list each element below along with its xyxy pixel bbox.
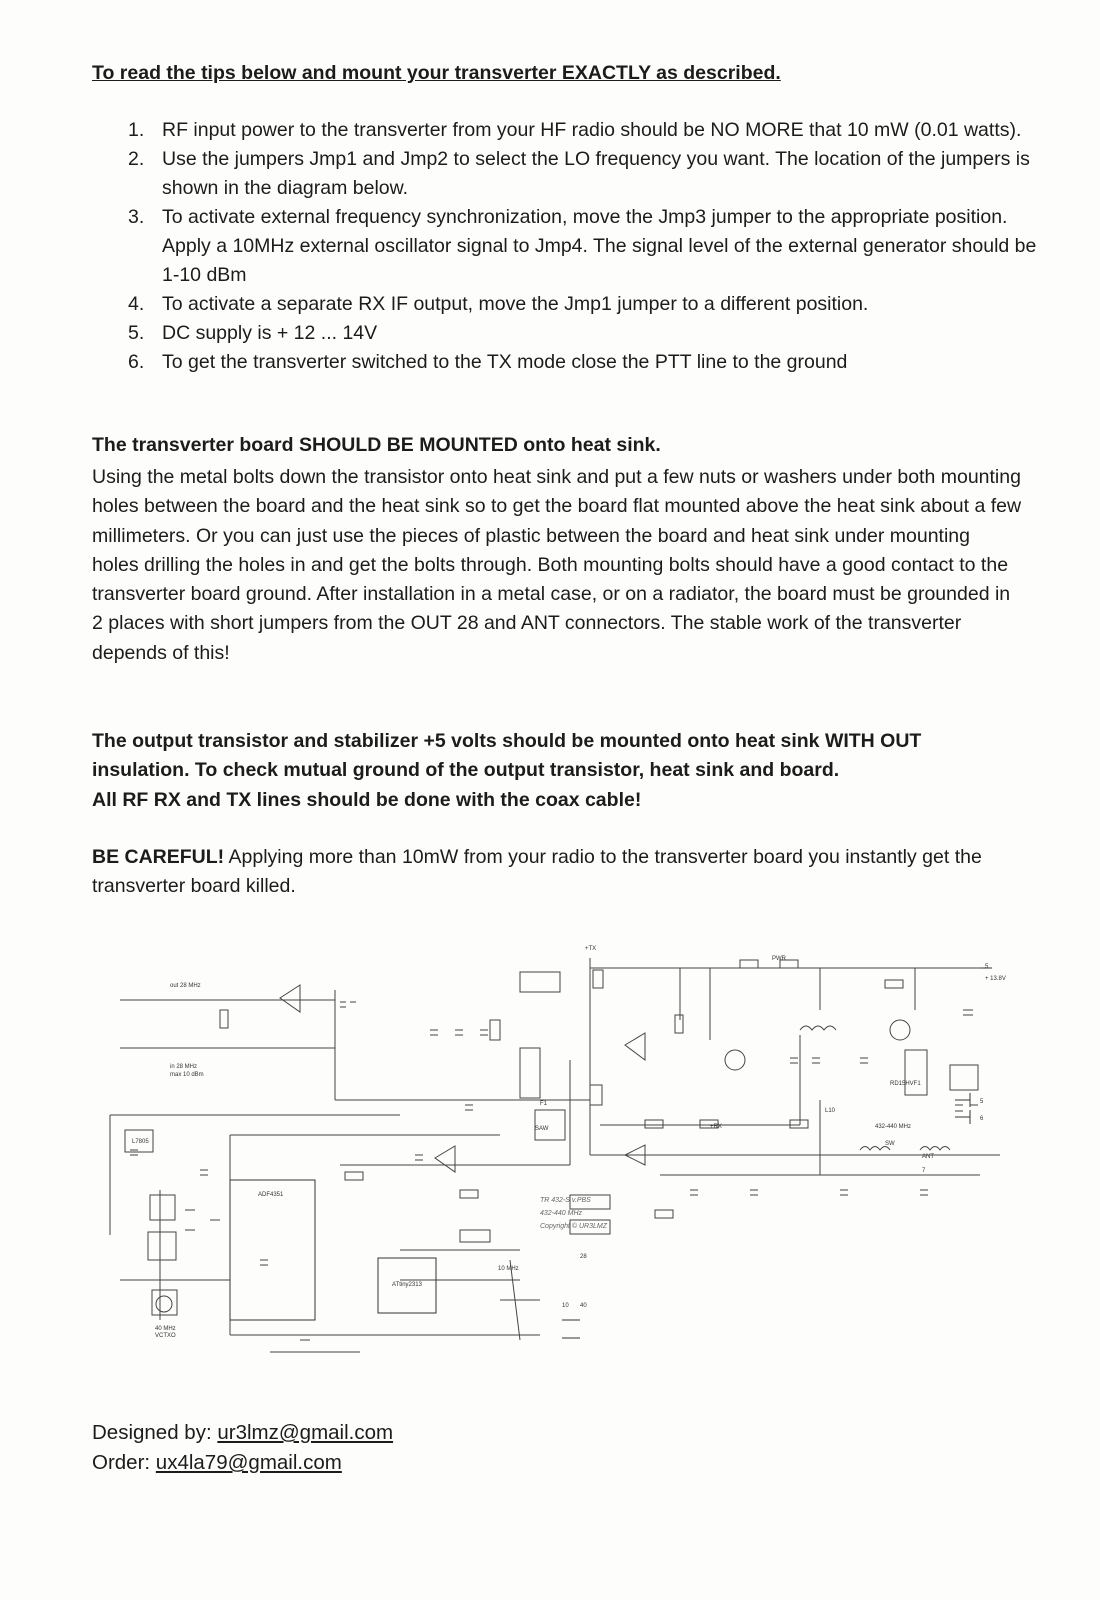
label-band: 432-440 MHz (875, 1124, 912, 1130)
list-item (92, 290, 1042, 319)
label-out28: out 28 MHz (170, 983, 201, 989)
label-j10: 10 (562, 1303, 569, 1309)
label-pin7: 7 (922, 1168, 926, 1174)
designer-email-link[interactable]: ur3lmz@gmail.com (217, 1421, 394, 1444)
label-chip1: ADF4351 (258, 1192, 284, 1198)
label-max: max 10 dBm (170, 1072, 204, 1078)
designed-by-line (92, 1418, 393, 1448)
list-item (92, 319, 1042, 348)
label-pin5: 5 (985, 964, 989, 970)
components (125, 960, 978, 1340)
label-in28: in 28 MHz (170, 1064, 198, 1070)
designed-label: Designed by: (92, 1421, 218, 1444)
label-sw: SW (885, 1141, 895, 1147)
warning-line-2: All RF RX and TX lines should be done with the coax cable! (92, 788, 642, 811)
tips-list (92, 116, 1042, 377)
item-number: 4. (128, 293, 145, 315)
label-saw: SAW (535, 1126, 549, 1132)
label-tx: +TX (585, 946, 597, 952)
item-number: 3. (128, 206, 145, 228)
schematic-diagram (100, 940, 1006, 1400)
label-ant: ANT (922, 1154, 934, 1160)
list-item (92, 348, 1042, 377)
order-label: Order: (92, 1451, 156, 1474)
terminals (562, 968, 992, 1338)
page-heading: To read the tips below and mount your transverter EXACTLY as described. (92, 62, 781, 84)
label-pin5b: 5 (980, 1099, 984, 1105)
label-chip2: ATtiny2313 (392, 1282, 422, 1288)
label-j28: 28 (580, 1254, 587, 1260)
list-item (92, 145, 1042, 203)
label-pwr: PWR (772, 956, 786, 962)
careful-label: BE CAREFUL! (92, 846, 225, 868)
credits (92, 1418, 393, 1478)
label-title3: Copyright © UR3LMZ (540, 1223, 608, 1230)
label-j40: 40 (580, 1303, 587, 1309)
careful-note (92, 843, 1022, 902)
list-item (92, 116, 1042, 145)
mounting-body: Using the metal bolts down the transistor onto heat sink and put a few nuts or washers under both mounting holes between the board and the heat sink so to get the board flat mounted above the heat sink about a few millimeters. Or you can just use the pieces of plastic between the board and heat sink under mounting holes drilling the holes in and get the bolts through. Both mounting bolts should have a good contact to the transverter board ground. After installation in a metal case, or on a radiator, the board must be grounded in 2 places with short jumpers from the OUT 28 and ANT connectors. The stable work of the transverter depends of this! (92, 466, 1022, 664)
item-text: Use the jumpers Jmp1 and Jmp2 to select the LO frequency you want. The location of the jumpers is shown in the diagram below. (162, 148, 1030, 199)
item-text: To activate a separate RX IF output, move the Jmp1 jumper to a different position. (162, 293, 869, 315)
mounting-title: The transverter board SHOULD BE MOUNTED onto heat sink. (92, 434, 661, 456)
item-number: 6. (128, 351, 145, 373)
label-ten: 10 MHz (498, 1266, 519, 1272)
label-rd: RD15HVF1 (890, 1081, 921, 1087)
item-number: 1. (128, 119, 145, 141)
order-email-link[interactable]: ux4la79@gmail.com (155, 1451, 342, 1474)
label-title2: 432-440 MHz (540, 1210, 583, 1217)
label-reg: L7805 (132, 1139, 149, 1145)
label-rx: +RX (710, 1124, 722, 1130)
careful-text: Applying more than 10mW from your radio to the transverter board you instantly get the transverter board killed. (92, 846, 982, 898)
item-text: To get the transverter switched to the TX mode close the PTT line to the ground (162, 351, 848, 373)
label-vctxo: VCTXO (155, 1333, 176, 1339)
schematic-labels (132, 946, 1006, 1339)
item-text: To activate external frequency synchronization, move the Jmp3 jumper to the appropriate position. Apply a 10MHz external oscillator signal to Jmp4. The signal level of the external generator should be 1-10 dBm (162, 206, 1037, 286)
order-line (92, 1448, 393, 1478)
warning-line-1: The output transistor and stabilizer +5 volts should be mounted onto heat sink WITH OUT insulation. To check mutual ground of the output transistor, heat sink and board. (92, 730, 922, 782)
label-f1: F1 (540, 1101, 548, 1107)
label-title1: TR 432-S v.PBS (540, 1197, 591, 1204)
schematic-title-block (540, 1197, 608, 1230)
label-lo: 40 MHz (155, 1326, 176, 1332)
item-number: 5. (128, 322, 145, 344)
item-text: DC supply is + 12 ... 14V (162, 322, 378, 344)
label-l10: L10 (825, 1108, 836, 1114)
item-number: 2. (128, 148, 145, 170)
label-supply: + 13.8V (985, 976, 1006, 982)
label-pin6: 6 (980, 1116, 984, 1122)
list-item (92, 203, 1042, 290)
wiring (110, 958, 1000, 1352)
item-text: RF input power to the transverter from your HF radio should be NO MORE that 10 mW (0.01 watts). (162, 119, 1022, 141)
warning-block (92, 727, 1022, 815)
